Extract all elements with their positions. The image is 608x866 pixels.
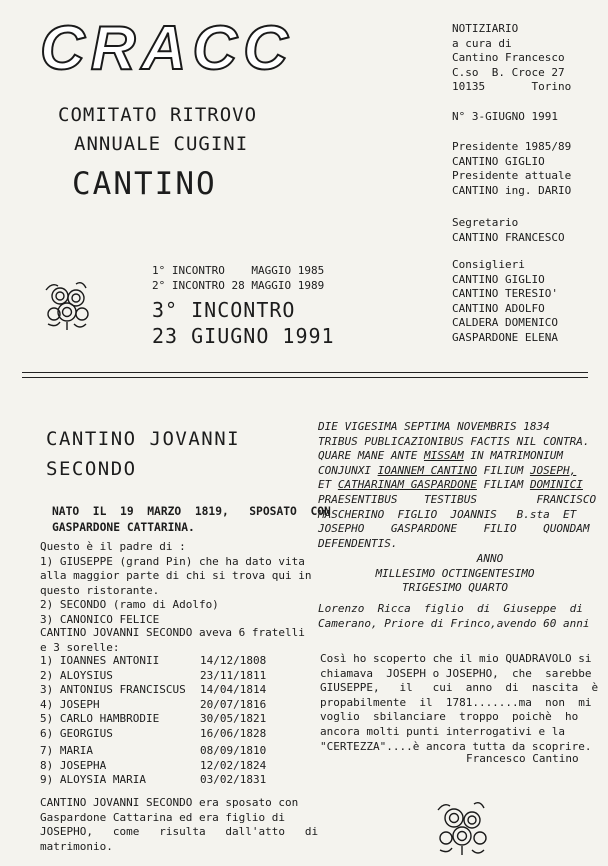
article-title-line-1: CANTINO JOVANNI [46,428,241,450]
subtitle-line-2: ANNUALE CUGINI [74,133,249,155]
sibling-name: 6) GEORGIUS [40,726,113,740]
latin-line: PRAESENTIBUS TESTIBUS FRANCISCO [318,492,597,506]
sibling-name: 8) JOSEPHA [40,758,107,772]
latin-signature [318,602,590,631]
note-line: ancora molti punti interrogativi e la [320,724,566,738]
meeting-third-date: 23 GIUGNO 1991 [152,324,335,348]
list-item [40,698,290,713]
divider-rule [22,372,588,373]
meeting-third-title: 3° INCONTRO [152,298,296,322]
sibling-date: 12/02/1824 [200,758,267,772]
newsletter-line: 10135 Torino [452,80,572,94]
flower-ornament-icon [40,276,96,334]
councillor-line: CANTINO TERESIO' [452,287,558,301]
president-line: Presidente attuale [452,169,572,183]
brothers-list [40,654,290,742]
father-line: 2) SECONDO (ramo di Adolfo) [40,598,219,612]
divider-rule [22,377,588,378]
newsletter-line: Cantino Francesco [452,51,565,65]
siblings-intro-line: e 3 sorelle: [40,640,120,654]
note-line: voglio sbilanciare troppo poichè ho [320,710,579,724]
president-line: CANTINO ing. DARIO [452,183,572,197]
siblings-intro [40,626,305,655]
sibling-name: 9) ALOYSIA MARIA [40,773,146,787]
closing-line: CANTINO JOVANNI SECONDO era sposato con [40,796,299,809]
sibling-date: 16/06/1828 [200,726,267,740]
councillor-line: CANTINO GIGLIO [452,272,545,286]
note-author: Francesco Cantino [466,752,579,765]
list-item [40,669,290,684]
latin-year-block [318,552,592,596]
article-title-line-2: SECONDO [46,458,137,480]
sibling-name: 4) JOSEPH [40,697,100,711]
meeting-second: 2° INCONTRO 28 MAGGIO 1989 [152,278,325,292]
newsletter-info [452,22,571,95]
list-item [40,654,290,669]
latin-underlined: MISSAM [423,449,464,463]
sibling-date: 14/04/1814 [200,683,267,697]
sibling-name: 3) ANTONIUS FRANCISCUS [40,683,186,697]
latin-fragment: CONJUNXI [318,463,378,477]
author-note [320,652,598,754]
latin-line: MASCHERINO FIGLIO JOANNIS B.sta ET [318,507,577,521]
councillor-line: CALDERA DOMENICO [452,316,558,330]
note-line: propabilmente il 1781.......ma non mi [320,695,592,709]
latin-fragment: IN MATRIMONIUM [463,449,564,463]
father-line: alla maggior parte di chi si trova qui in [40,569,312,583]
secretary-line: Segretario [452,216,519,229]
sibling-date: 20/07/1816 [200,697,267,711]
latin-underlined: CATHARINAM GASPARDONE [337,478,477,492]
list-item [40,759,290,774]
latin-year-line: ANNO [476,552,504,565]
latin-record [318,420,597,551]
latin-fragment: FILIUM [476,463,530,477]
cracc-logo: CRACC [40,14,294,83]
siblings-intro-line: CANTINO JOVANNI SECONDO aveva 6 fratelli [40,626,305,639]
latin-line [318,449,592,464]
birth-line: NATO IL 19 MARZO 1819, SPOSATO CON [52,505,331,518]
sisters-list [40,744,290,788]
note-line: Così ho scoperto che il mio QUADRAVOLO si [320,652,592,665]
latin-underlined: IOANNEM CANTINO [377,463,477,477]
newsletter-line: NOTIZIARIO [452,22,519,35]
president-line: Presidente 1985/89 [452,140,572,153]
councillors-block [452,258,558,346]
sibling-date: 30/05/1821 [200,712,267,726]
sibling-name: 1) IOANNES ANTONII [40,654,160,667]
latin-line: DIE VIGESIMA SEPTIMA NOVEMBRIS 1834 [318,420,550,433]
latin-line: DEFENDENTIS. [318,536,398,550]
secretary-block [452,216,565,245]
latin-line [318,478,592,493]
closing-line: JOSEPHO, come risulta dall'atto di [40,825,319,839]
closing-paragraph [40,796,318,854]
birth-info [52,504,331,535]
list-item [40,683,290,698]
family-name-title: CANTINO [72,166,217,202]
meetings-block [152,264,324,293]
subtitle-line-1: COMITATO RITROVO [58,104,258,126]
list-item [40,727,290,742]
president-line: CANTINO GIGLIO [452,154,545,168]
list-item [40,712,290,727]
sibling-date: 03/02/1831 [200,773,267,787]
latin-year-line: TRIGESIMO QUARTO [402,581,508,595]
sibling-date: 08/09/1810 [200,744,267,757]
sibling-date: 23/11/1811 [200,668,267,682]
secretary-line: CANTINO FRANCESCO [452,230,565,244]
latin-fragment: QUARE MANE ANTE [318,449,424,463]
latin-underlined: DOMINICI [529,478,583,492]
sibling-date: 14/12/1808 [200,654,267,667]
signature-line: Camerano, Priore di Frinco,avendo 60 anni [318,616,590,630]
closing-line: Gaspardone Cattarina ed era figlio di [40,810,286,824]
presidents-block [452,140,571,198]
councillor-line: GASPARDONE ELENA [452,330,558,344]
latin-fragment: FILIAM [476,478,530,492]
flower-ornament-icon [432,796,494,858]
sibling-name: 5) CARLO HAMBRODIE [40,712,160,726]
signature-line: Lorenzo Ricca figlio di Giuseppe di [318,602,583,615]
father-of-block [40,540,312,628]
sibling-name: 7) MARIA [40,744,93,757]
note-line: chiamava JOSEPH o JOSEPHO, che sarebbe [320,666,592,680]
latin-line: TRIBUS PUBLICAZIONIBUS FACTIS NIL CONTRA. [318,434,590,448]
father-line: Questo è il padre di : [40,540,186,553]
father-line: questo ristorante. [40,583,160,597]
latin-line: JOSEPHO GASPARDONE FILIO QUONDAM [318,522,590,536]
latin-year-line: MILLESIMO OCTINGENTESIMO [375,566,535,580]
sibling-name: 2) ALOYSIUS [40,668,113,682]
list-item [40,773,290,788]
note-line: "CERTEZZA"....è ancora tutta da scoprire. [320,739,592,753]
latin-fragment: ET [318,478,338,492]
meeting-first: 1° INCONTRO MAGGIO 1985 [152,264,325,277]
latin-line [318,464,592,479]
note-line: GIUSEPPE, il cui anno di nascita è [320,681,599,695]
newsletter-line: a cura di [452,36,512,50]
father-line: 3) CANONICO FELICE [40,612,160,626]
list-item [40,744,290,759]
councillor-line: Consiglieri [452,258,525,271]
father-line: 1) GIUSEPPE (grand Pin) che ha dato vita [40,554,305,568]
latin-underlined: JOSEPH, [529,463,577,477]
closing-line: matrimonio. [40,839,113,853]
birth-line: GASPARDONE CATTARINA. [52,520,195,534]
issue-number: N° 3-GIUGNO 1991 [452,110,558,123]
councillor-line: CANTINO ADOLFO [452,301,545,315]
newsletter-line: C.so B. Croce 27 [452,65,565,79]
